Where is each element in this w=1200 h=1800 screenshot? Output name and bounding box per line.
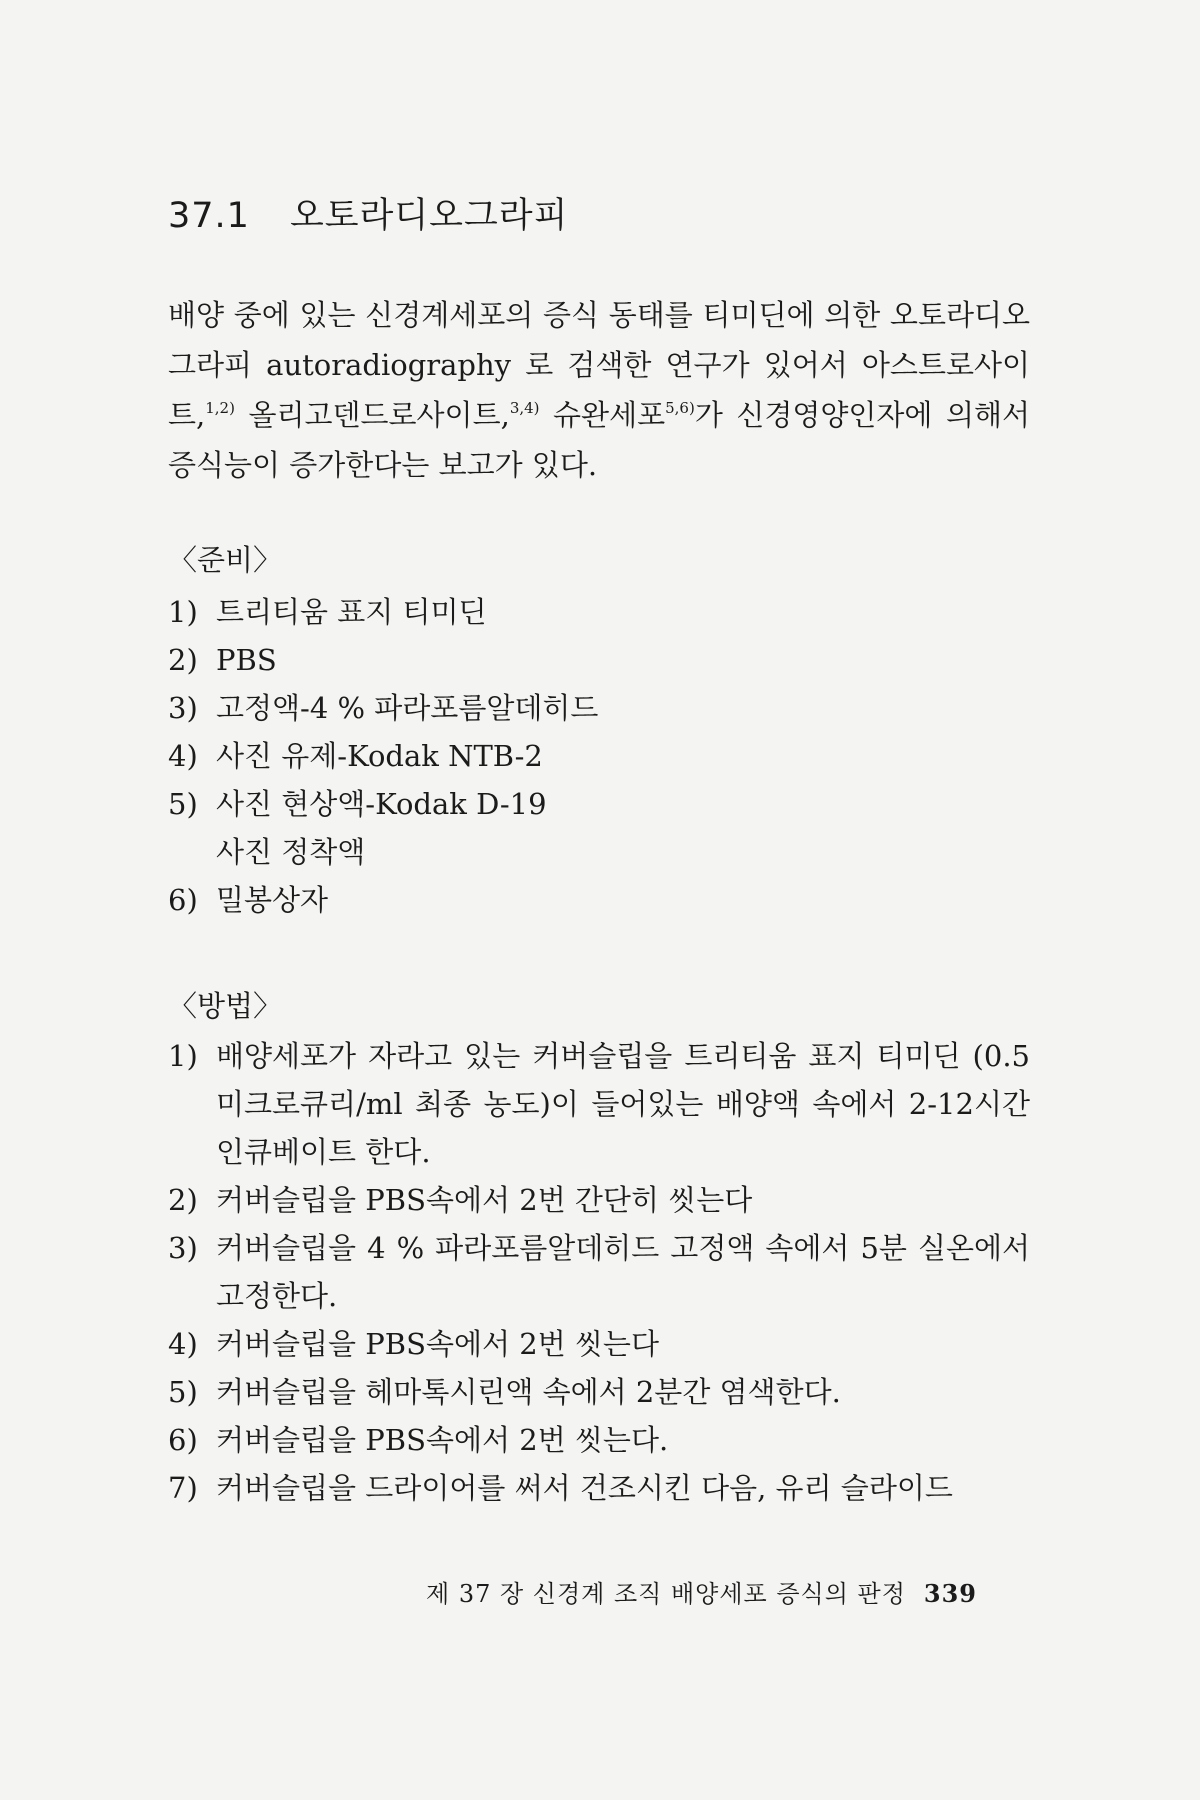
page-footer [426, 1574, 977, 1609]
item-number: 4) [168, 739, 198, 773]
section-number: 37.1 [168, 196, 250, 236]
list-item [168, 1224, 1030, 1320]
item-number: 2) [168, 1183, 198, 1217]
list-item [168, 1032, 1030, 1176]
item-number: 5) [168, 787, 198, 821]
item-text: PBS [216, 643, 277, 677]
item-text: 고정액-4 % 파라포름알데히드 [216, 691, 599, 725]
citation-ref-2: 3,4) [509, 399, 540, 417]
citation-ref-3: 5,6) [665, 399, 695, 417]
item-text: 커버슬립을 PBS속에서 2번 씻는다 [216, 1327, 659, 1361]
list-item [168, 1320, 1030, 1368]
item-number: 2) [168, 643, 198, 677]
item-number: 3) [168, 691, 198, 725]
list-item [168, 1416, 1030, 1464]
section-title [168, 188, 568, 238]
preparation-heading: 〈준비〉 [168, 543, 283, 577]
method-list [168, 1032, 1030, 1512]
item-number: 3) [168, 1231, 198, 1265]
item-text: 커버슬립을 헤마톡시린액 속에서 2분간 염색한다. [216, 1375, 841, 1409]
item-text: 배양세포가 자라고 있는 커버슬립을 트리티움 표지 티미딘 (0.5 미크로큐리/ml 최종 농도)이 들어있는 배양액 속에서 2-12시간 인큐베이트 한다. [216, 1039, 1030, 1169]
list-item [168, 588, 1030, 636]
list-item [168, 1368, 1030, 1416]
item-text: 밀봉상자 [216, 883, 329, 917]
item-text: 커버슬립을 PBS속에서 2번 씻는다. [216, 1423, 669, 1457]
item-text: 사진 유제-Kodak NTB-2 [216, 739, 543, 773]
intro-text-2: 올리고덴드로사이트, [234, 398, 510, 432]
running-footer-chapter: 제 37 장 신경계 조직 배양세포 증식의 판정 [426, 1580, 906, 1608]
item-number: 6) [168, 883, 198, 917]
item-number: 1) [168, 595, 198, 629]
item-text: 트리티움 표지 티미딘 [216, 595, 487, 629]
item-number: 7) [168, 1471, 198, 1505]
intro-text-1: 배양 중에 있는 신경계세포의 증식 동태를 티미딘에 의한 오토라디오그라피 autoradiography 로 검색한 연구가 있어서 아스트로사이트, [168, 298, 1030, 432]
preparation-list [168, 588, 1030, 924]
item-number: 4) [168, 1327, 198, 1361]
item-number: 1) [168, 1039, 198, 1073]
citation-ref-1: 1,2) [205, 399, 235, 417]
item-number: 6) [168, 1423, 198, 1457]
list-item [168, 1176, 1030, 1224]
page-number: 339 [923, 1579, 977, 1608]
list-item [168, 1464, 1030, 1512]
intro-text-3: 슈완세포 [539, 398, 666, 432]
list-item [168, 876, 1030, 924]
list-item [168, 780, 1030, 876]
item-text: 사진 현상액-Kodak D-19 사진 정착액 [216, 787, 547, 869]
item-text: 커버슬립을 드라이어를 써서 건조시킨 다음, 유리 슬라이드 [216, 1471, 953, 1505]
list-item [168, 732, 1030, 780]
item-text: 커버슬립을 4 % 파라포름알데히드 고정액 속에서 5분 실온에서 고정한다. [216, 1231, 1030, 1313]
list-item [168, 684, 1030, 732]
intro-paragraph [168, 290, 1030, 490]
item-number: 5) [168, 1375, 198, 1409]
intro-text-4: 가 신경영양인자에 의해서 증식능이 증가한다는 보고가 있다. [168, 398, 1030, 482]
section-title-text: 오토라디오그라피 [289, 196, 569, 236]
method-heading: 〈방법〉 [168, 989, 283, 1023]
list-item [168, 636, 1030, 684]
item-text: 커버슬립을 PBS속에서 2번 간단히 씻는다 [216, 1183, 753, 1217]
